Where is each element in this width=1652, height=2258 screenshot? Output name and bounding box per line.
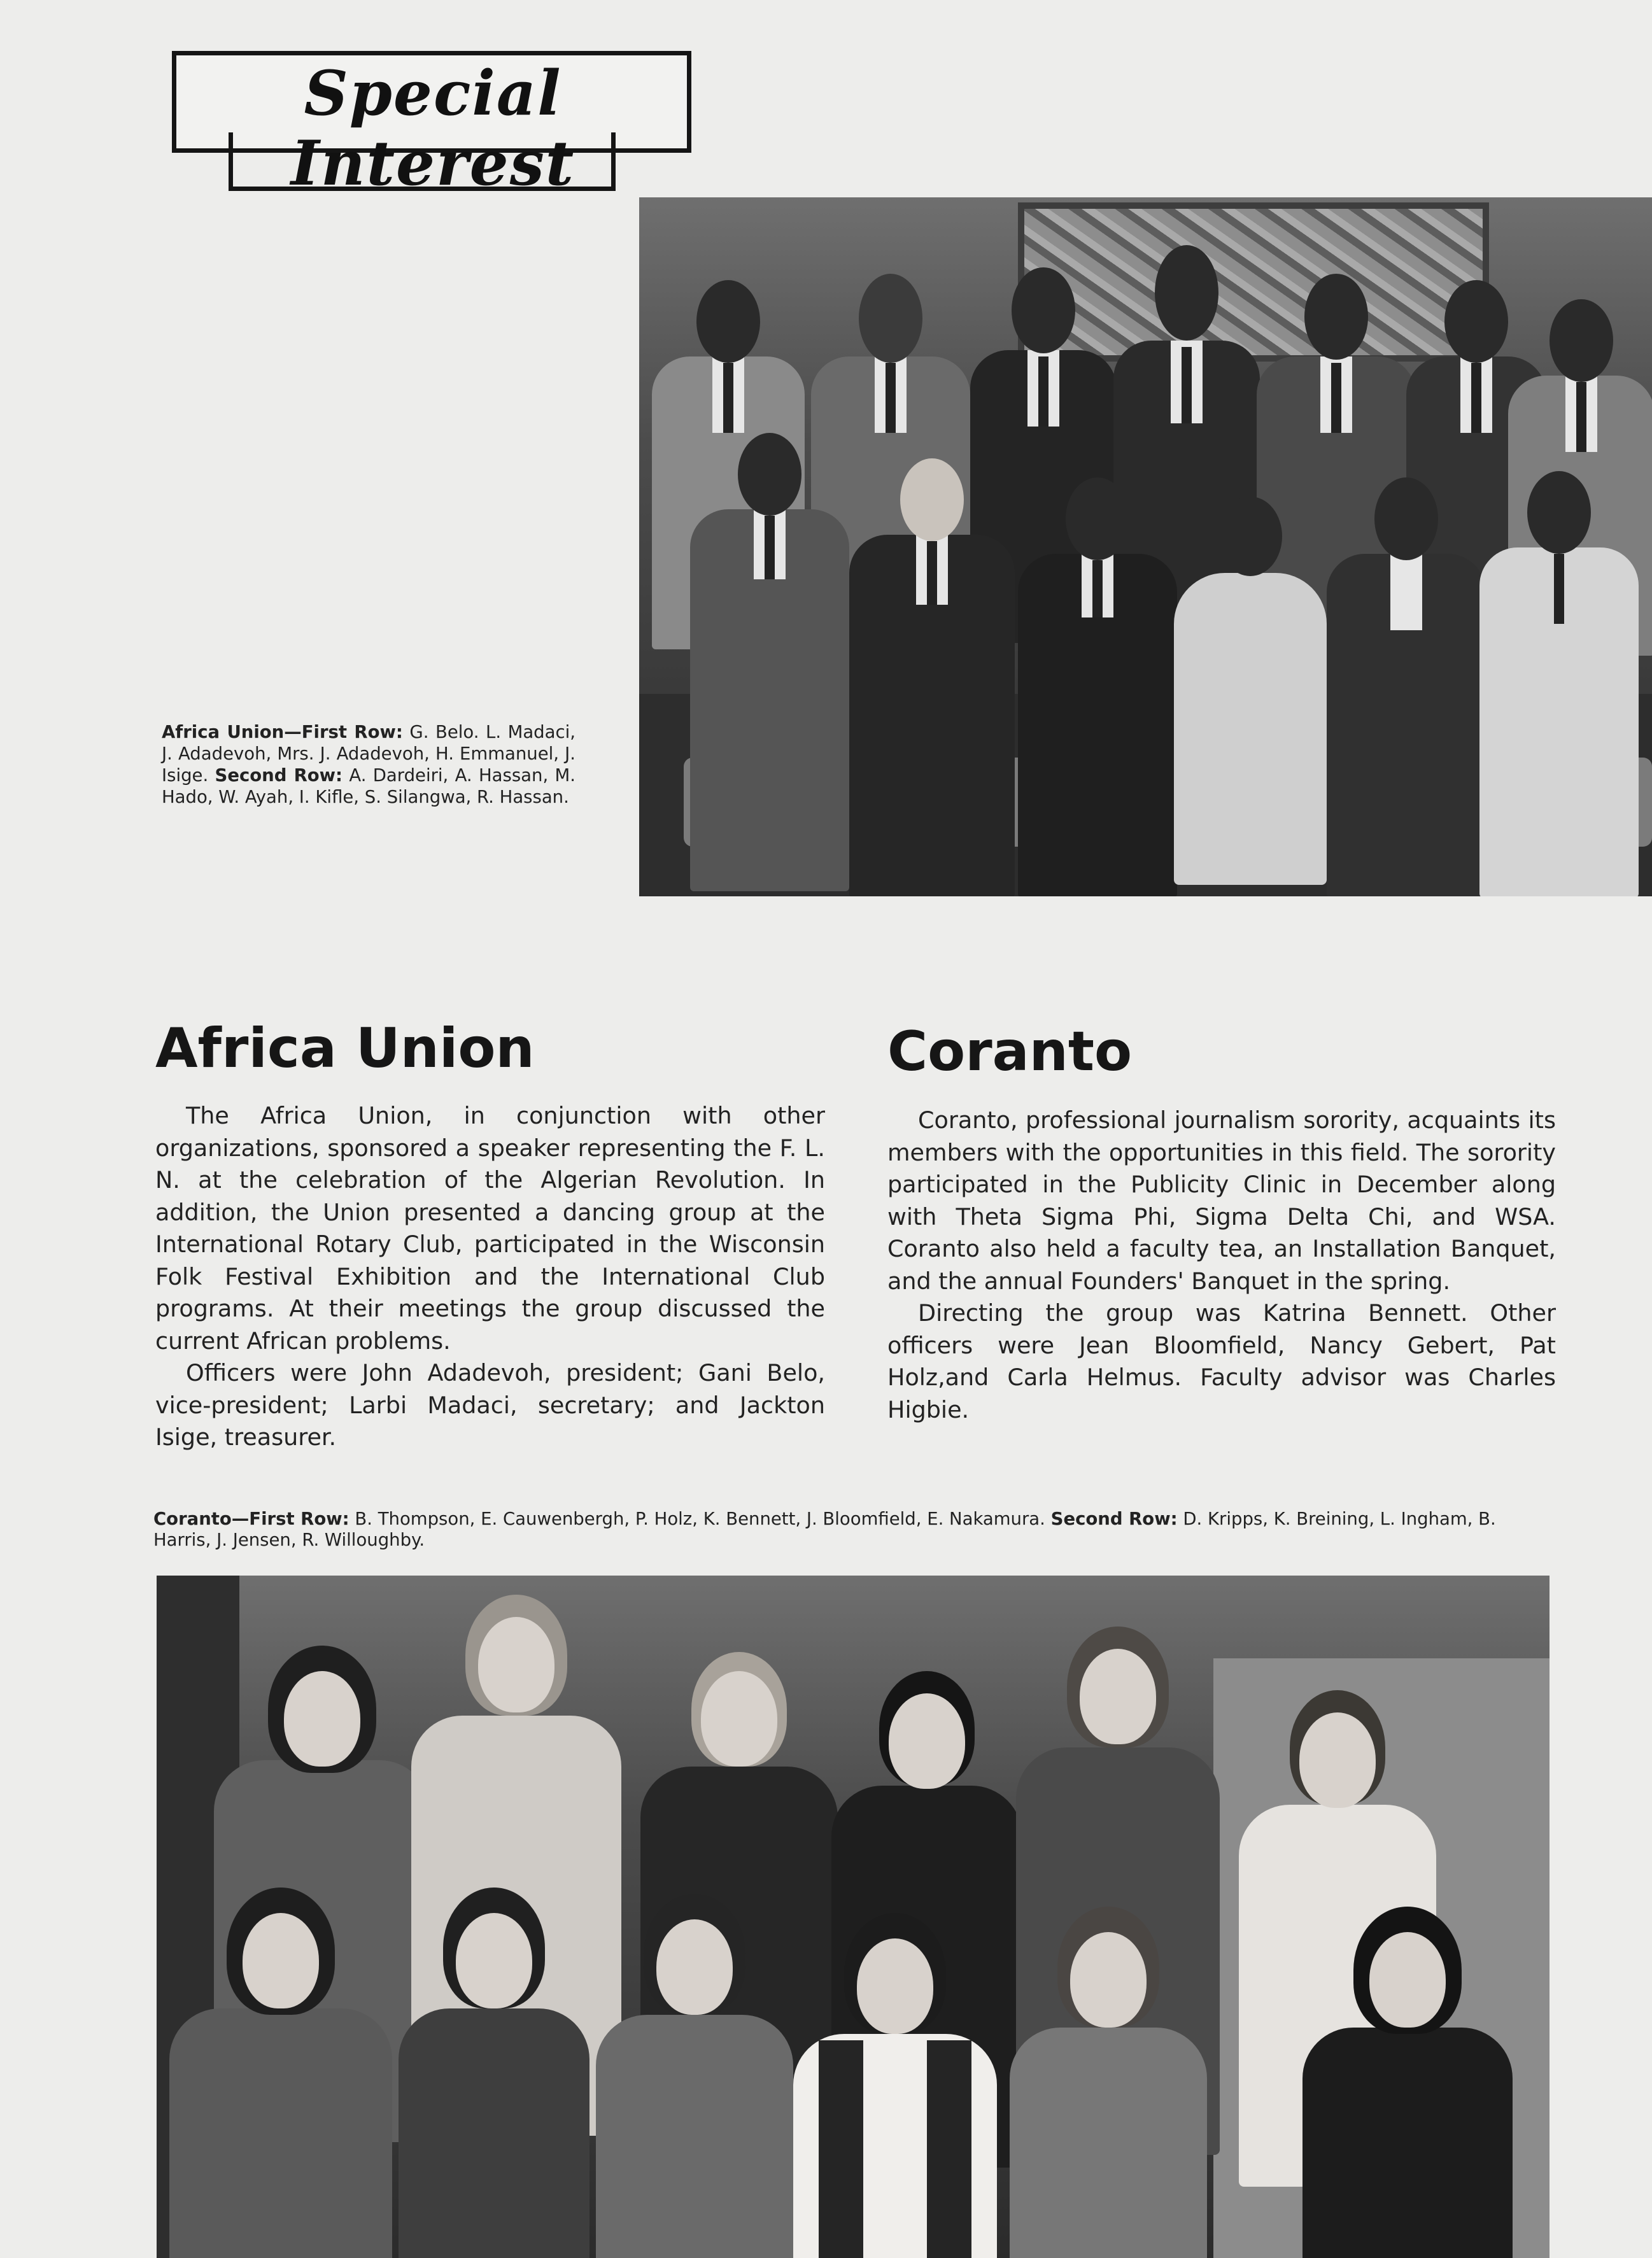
africa-union-article — [155, 1100, 825, 1454]
caption-first-row: G. Belo. L. Madaci, J. Adadevoh, Mrs. J. Adadevoh, H. Emmanuel, J. Isige. — [162, 722, 575, 786]
article-paragraph: Coranto, professional journalism sorority, acquaints its members with the opportunities in this field. The sorority participated in the Publicity Clinic in December along with Theta Sigma Phi, Sigma Delta Chi, and WSA. Coranto also held a faculty tea, an Installation Banquet, and the annual Founders' Banquet in the spring. — [887, 1106, 1556, 1295]
caption-lead: Coranto—First Row: — [153, 1509, 349, 1529]
caption-second-label: Second Row: — [215, 765, 343, 786]
article-paragraph: The Africa Union, in conjunction with other organizations, sponsored a speaker representing the F. L. N. at the celebration of the Algerian Revolution. In addition, the Union presented a dancing group at the International Rotary Club, participated in the Wisconsin Folk Festival Exhibition and the International Club programs. At their meetings the group discussed the current African problems. — [155, 1102, 825, 1355]
africa-union-group-photo — [639, 197, 1652, 896]
caption-second-label: Second Row: — [1050, 1509, 1178, 1529]
wall-painting — [1018, 202, 1489, 362]
coranto-heading: Coranto — [887, 1020, 1133, 1083]
article-paragraph: Directing the group was Katrina Bennett. Other officers were Jean Bloomfield, Nancy Gebert, Pat Holz,and Carla Helmus. Faculty advisor was Charles Higbie. — [887, 1299, 1556, 1423]
caption-second-row: A. Dardeiri, A. Hassan, M. Hado, W. Ayah, I. Kifle, S. Silangwa, R. Hassan. — [162, 765, 575, 807]
caption-first-row: B. Thompson, E. Cauwenbergh, P. Holz, K. Bennett, J. Bloomfield, E. Nakamura. — [355, 1509, 1045, 1529]
coranto-group-photo — [157, 1576, 1550, 2258]
coranto-article — [887, 1104, 1556, 1426]
coranto-photo-caption — [153, 1509, 1554, 1551]
caption-lead: Africa Union—First Row: — [162, 722, 403, 742]
caption-second-row: D. Kripps, K. Breining, L. Ingham, B. Harris, J. Jensen, R. Willoughby. — [153, 1509, 1496, 1550]
article-paragraph: Officers were John Adadevoh, president; Gani Belo, vice-president; Larbi Madaci, secretary; and Jackton Isige, treasurer. — [155, 1359, 825, 1451]
section-title: Special Interest — [290, 57, 575, 199]
africa-union-photo-caption — [162, 721, 575, 808]
africa-union-heading: Africa Union — [155, 1017, 535, 1080]
